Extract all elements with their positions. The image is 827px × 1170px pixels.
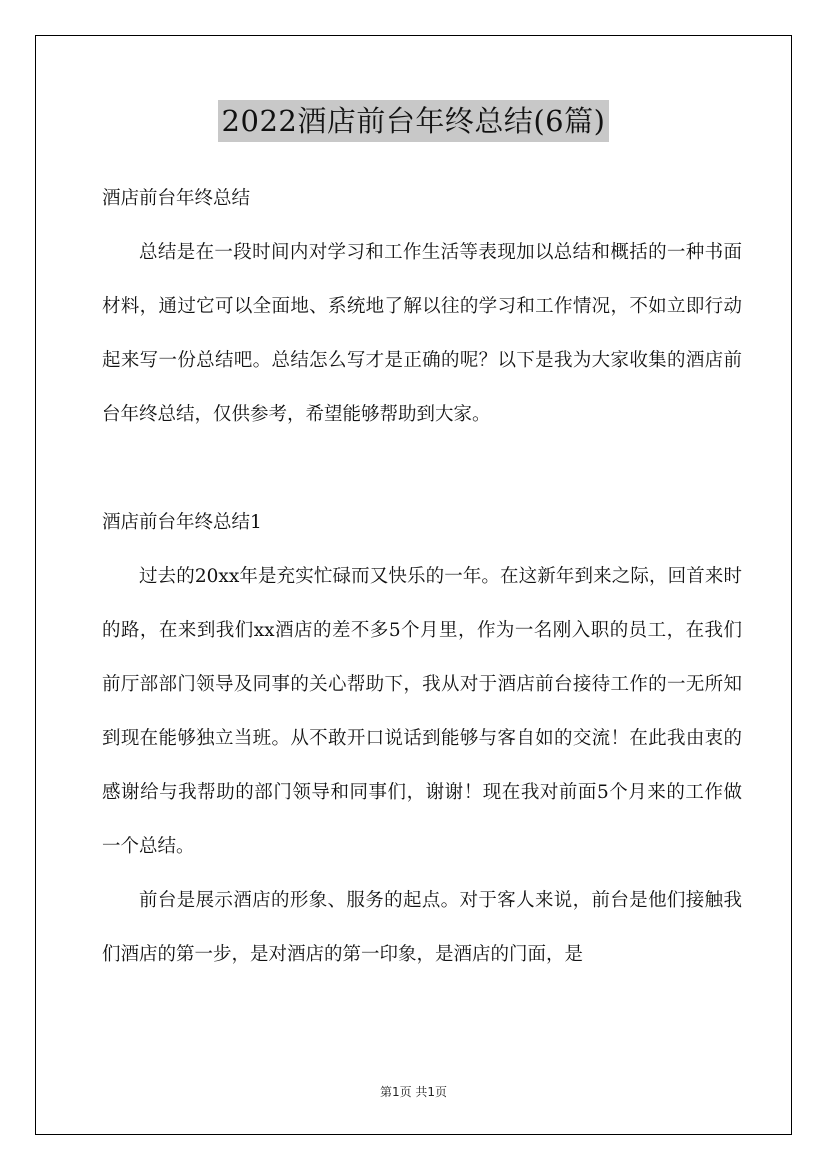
page-footer: 第1页 共1页 [379, 1085, 448, 1099]
section1-paragraph-2: 前台是展示酒店的形象、服务的起点。对于客人来说，前台是他们接触我们酒店的第一步，是对酒店的第一印象，是酒店的门面，是 [102, 890, 742, 965]
document-title: 2022酒店前台年终总结(6篇) [218, 100, 610, 142]
section-spacer [102, 442, 742, 496]
intro-paragraph: 总结是在一段时间内对学习和工作生活等表现加以总结和概括的一种书面材料，通过它可以全面地、系统地了解以往的学习和工作情况，不如立即行动起来写一份总结吧。总结怎么写才是正确的呢？以下是我为大家收集的酒店前台年终总结，仅供参考，希望能够帮助到大家。 [102, 242, 742, 425]
title-container [0, 100, 827, 142]
document-body [102, 172, 742, 982]
section1-heading: 酒店前台年终总结1 [102, 512, 262, 533]
intro-heading: 酒店前台年终总结 [102, 188, 251, 209]
section1-paragraph-1: 过去的20xx年是充实忙碌而又快乐的一年。在这新年到来之际，回首来时的路，在来到我们xx酒店的差不多5个月里，作为一名刚入职的员工，在我们前厅部部门领导及同事的关心帮助下，我从对于酒店前台接待工作的一无所知到现在能够独立当班。从不敢开口说话到能够与客自如的交流！在此我由衷的感谢给与我帮助的部门领导和同事们，谢谢！现在我对前面5个月来的工作做一个总结。 [102, 566, 742, 857]
